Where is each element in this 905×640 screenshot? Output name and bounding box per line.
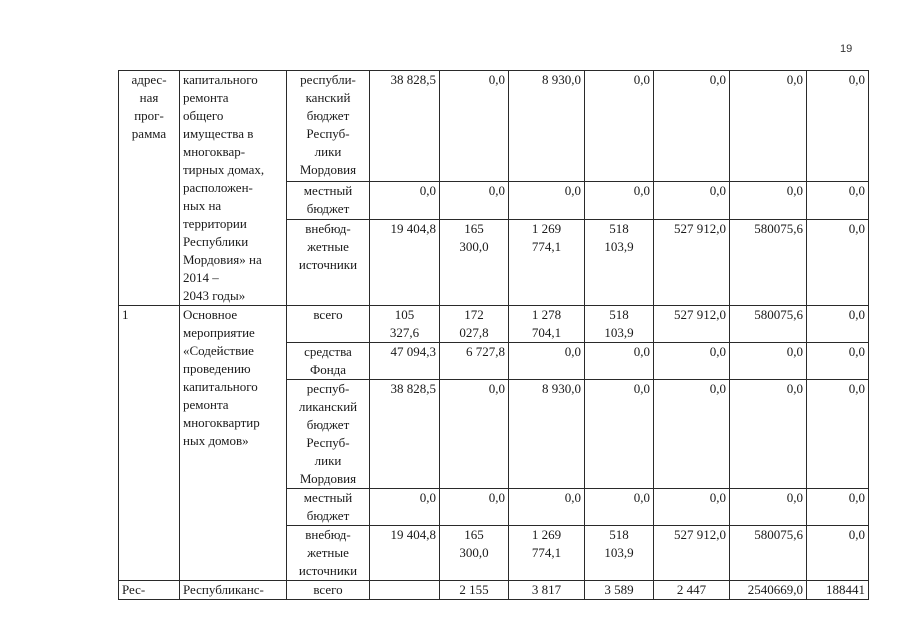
value-cell: 0,0 bbox=[730, 380, 807, 489]
value-cell: 518 103,9 bbox=[585, 306, 654, 343]
value-cell: 0,0 bbox=[807, 489, 869, 526]
program-name-cell: капитального ремонта общего имущества в многоквар- тирных домах, расположен- ных на территории Республики Мордовия» на 2014 – 2043 годы» bbox=[180, 71, 287, 306]
funding-source-cell: местный бюджет bbox=[287, 182, 370, 220]
value-cell: 0,0 bbox=[440, 182, 509, 220]
value-cell: 0,0 bbox=[807, 220, 869, 306]
value-cell: 518 103,9 bbox=[585, 220, 654, 306]
value-cell: 38 828,5 bbox=[370, 71, 440, 182]
value-cell: 0,0 bbox=[807, 343, 869, 380]
value-cell: 0,0 bbox=[807, 306, 869, 343]
value-cell: 19 404,8 bbox=[370, 220, 440, 306]
program-type-cell: адрес- ная прог- рамма bbox=[119, 71, 180, 306]
value-cell: 1 269 774,1 bbox=[509, 220, 585, 306]
value-cell: 0,0 bbox=[654, 380, 730, 489]
value-cell: 165 300,0 bbox=[440, 526, 509, 581]
program-name-cell: Республиканс- bbox=[180, 581, 287, 600]
value-cell: 2540669,0 bbox=[730, 581, 807, 600]
value-cell: 188441 bbox=[807, 581, 869, 600]
value-cell: 165 300,0 bbox=[440, 220, 509, 306]
value-cell: 527 912,0 bbox=[654, 526, 730, 581]
value-cell: 0,0 bbox=[440, 489, 509, 526]
value-cell: 580075,6 bbox=[730, 526, 807, 581]
value-cell: 0,0 bbox=[509, 182, 585, 220]
funding-source-cell: республи- канский бюджет Респуб- лики Мордовия bbox=[287, 71, 370, 182]
table-row bbox=[119, 71, 869, 182]
table-row bbox=[119, 306, 869, 343]
value-cell: 105 327,6 bbox=[370, 306, 440, 343]
value-cell: 0,0 bbox=[509, 489, 585, 526]
value-cell: 1 278 704,1 bbox=[509, 306, 585, 343]
value-cell: 0,0 bbox=[585, 380, 654, 489]
value-cell: 8 930,0 bbox=[509, 380, 585, 489]
value-cell: 0,0 bbox=[730, 182, 807, 220]
value-cell: 0,0 bbox=[585, 343, 654, 380]
value-cell: 0,0 bbox=[654, 71, 730, 182]
value-cell: 0,0 bbox=[440, 380, 509, 489]
value-cell: 0,0 bbox=[370, 489, 440, 526]
value-cell: 527 912,0 bbox=[654, 306, 730, 343]
value-cell: 0,0 bbox=[440, 71, 509, 182]
value-cell: 0,0 bbox=[654, 489, 730, 526]
value-cell bbox=[370, 581, 440, 600]
value-cell: 527 912,0 bbox=[654, 220, 730, 306]
funding-source-cell: внебюд- жетные источники bbox=[287, 526, 370, 581]
value-cell: 0,0 bbox=[654, 343, 730, 380]
item-number-cell: 1 bbox=[119, 306, 180, 581]
table-row bbox=[119, 581, 869, 600]
value-cell: 0,0 bbox=[730, 343, 807, 380]
funding-source-cell: средства Фонда bbox=[287, 343, 370, 380]
page-number: 19 bbox=[840, 43, 853, 55]
value-cell: 580075,6 bbox=[730, 306, 807, 343]
value-cell: 518 103,9 bbox=[585, 526, 654, 581]
funding-source-cell: местный бюджет bbox=[287, 489, 370, 526]
value-cell: 2 155 bbox=[440, 581, 509, 600]
value-cell: 172 027,8 bbox=[440, 306, 509, 343]
value-cell: 19 404,8 bbox=[370, 526, 440, 581]
budget-table bbox=[118, 70, 869, 600]
funding-source-cell: всего bbox=[287, 581, 370, 600]
value-cell: 0,0 bbox=[585, 489, 654, 526]
funding-source-cell: всего bbox=[287, 306, 370, 343]
value-cell: 0,0 bbox=[509, 343, 585, 380]
program-type-cell: Рес- bbox=[119, 581, 180, 600]
value-cell: 0,0 bbox=[730, 71, 807, 182]
value-cell: 0,0 bbox=[807, 380, 869, 489]
value-cell: 0,0 bbox=[585, 71, 654, 182]
activity-name-cell: Основное мероприятие «Содействие проведению капитального ремонта многоквартир ных домов» bbox=[180, 306, 287, 581]
value-cell: 0,0 bbox=[585, 182, 654, 220]
value-cell: 0,0 bbox=[654, 182, 730, 220]
value-cell: 1 269 774,1 bbox=[509, 526, 585, 581]
value-cell: 3 817 bbox=[509, 581, 585, 600]
value-cell: 47 094,3 bbox=[370, 343, 440, 380]
value-cell: 3 589 bbox=[585, 581, 654, 600]
value-cell: 0,0 bbox=[807, 182, 869, 220]
value-cell: 6 727,8 bbox=[440, 343, 509, 380]
funding-source-cell: внебюд- жетные источники bbox=[287, 220, 370, 306]
value-cell: 580075,6 bbox=[730, 220, 807, 306]
value-cell: 0,0 bbox=[730, 489, 807, 526]
value-cell: 2 447 bbox=[654, 581, 730, 600]
value-cell: 38 828,5 bbox=[370, 380, 440, 489]
funding-source-cell: респуб- ликанский бюджет Респуб- лики Мордовия bbox=[287, 380, 370, 489]
value-cell: 0,0 bbox=[807, 526, 869, 581]
value-cell: 8 930,0 bbox=[509, 71, 585, 182]
value-cell: 0,0 bbox=[370, 182, 440, 220]
value-cell: 0,0 bbox=[807, 71, 869, 182]
